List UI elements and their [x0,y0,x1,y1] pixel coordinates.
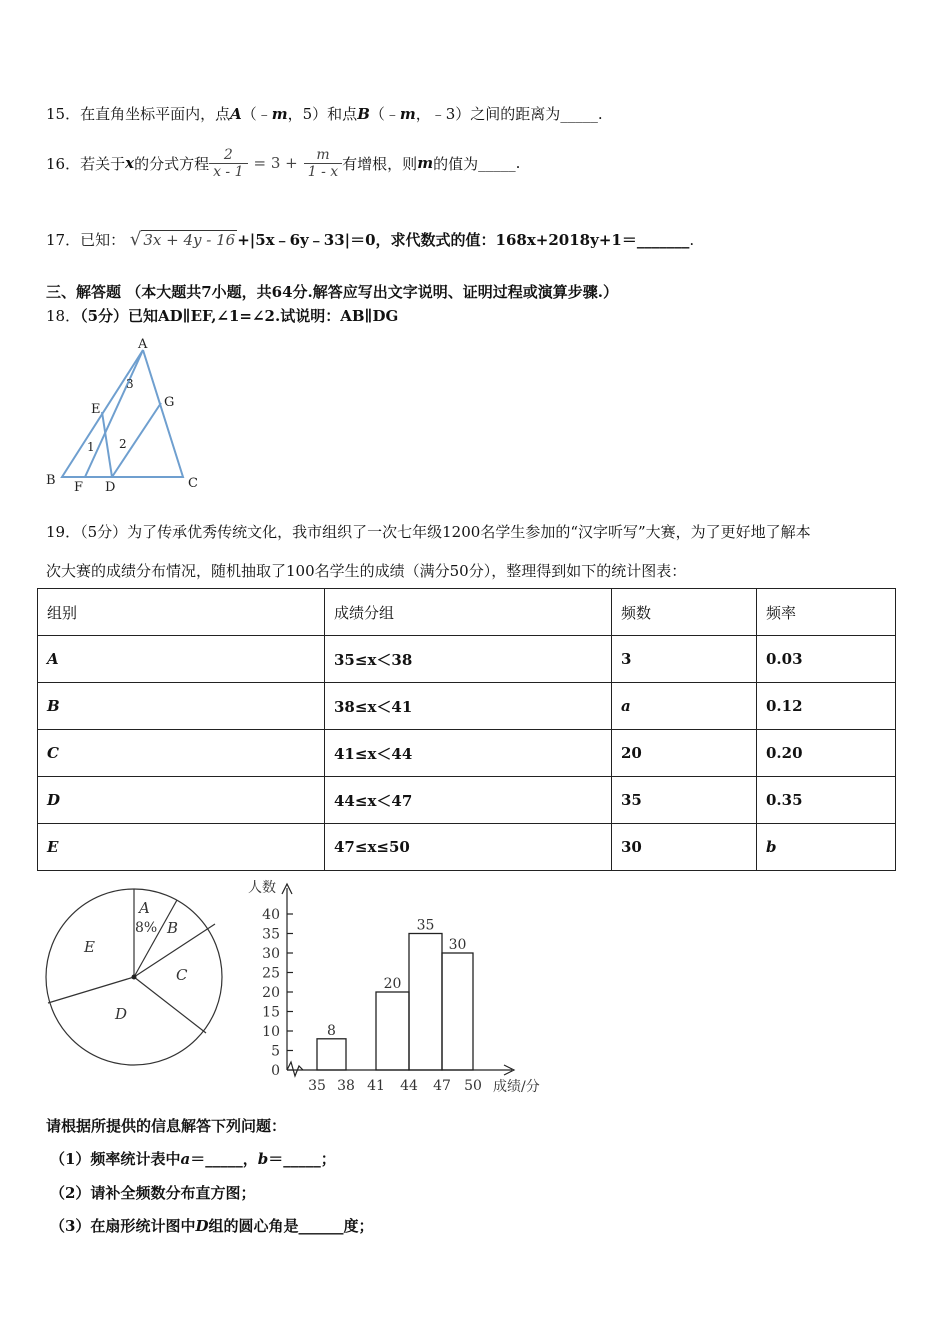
table-header-cell: 组别 [38,589,325,636]
q19-1-var-b: b [257,1150,269,1168]
pie-center [132,975,137,980]
table-cell: 3 [612,636,757,683]
histogram-bar [409,934,442,1071]
y-axis-title: 人数 [248,880,276,896]
y-tick-label: 10 [262,1024,280,1040]
question-19-line2: 次大赛的成绩分布情况，随机抽取了100名学生的成绩（满分50分），整理得到如下的统计图表： [46,562,687,580]
table-cell: 35 [612,777,757,824]
equation-middle: = 3 + [253,154,298,172]
q17-text: +|5x﹣6y﹣33|＝0，求代数式的值：168x+2018y+1＝ [237,231,637,249]
y-tick-label: 20 [262,985,280,1001]
answer-blank-b[interactable]: _____ [283,1150,321,1168]
q15-var-m: m [271,105,288,123]
table-row [38,683,896,730]
q19-3-var-d: D [195,1217,209,1235]
q19-3-text: 度； [343,1217,374,1235]
q16-text: 的分式方程 [134,154,210,173]
y-tick-label: 5 [271,1043,280,1060]
table-cell: 41≤x＜44 [325,730,612,777]
frequency-table [37,588,896,871]
table-row [38,777,896,824]
triangle-abc [62,350,183,477]
q19-1-text: ＝ [268,1150,284,1168]
q15-var-m: m [399,105,416,123]
q17-text: . [689,231,695,249]
x-tick-label: 44 [400,1078,418,1094]
label-e: E [91,402,101,417]
q15-number: 15． [46,105,81,123]
fraction-1-numerator: 2 [209,147,247,164]
q15-text: （﹣ [241,105,272,123]
q16-var-m: m [417,154,434,172]
q19-1-text: （1）频率统计表中 [50,1150,181,1168]
table-header-cell: 频率 [757,589,896,636]
table-header-cell: 频数 [612,589,757,636]
bar-value-label: 8 [327,1022,336,1039]
question-19-line1 [46,521,811,542]
q19-3-text: （3）在扇形统计图中 [50,1217,196,1235]
pie-divider-de [48,977,134,1003]
label-c: C [188,476,198,491]
pie-label-a: A [139,899,150,917]
angle-3-label: 3 [126,377,134,391]
section-heading: 三、解答题 （本大题共7小题，共64分.解答应写出文字说明、证明过程或演算步骤.） [46,283,618,301]
table-cell: 0.12 [757,683,896,730]
table-cell: 20 [612,730,757,777]
question-19-1 [50,1148,336,1169]
q19-text: （5分）为了传承优秀传统文化，我市组织了一次七年级1200名学生参加的“汉字听写”大赛，为了更好地了解本 [80,523,811,541]
x-tick-label: 38 [337,1078,355,1094]
table-cell: 30 [612,824,757,871]
q18-text: （5分）已知AD∥EF,∠1=∠2.试说明：AB∥DG [80,307,399,325]
sqrt-expression: 3x + 4y - 16 [143,231,236,249]
pie-label-b: B [167,919,179,937]
q16-text: 的值为 [433,154,479,173]
label-g: G [164,395,175,410]
question-19-2: （2）请补全频数分布直方图； [50,1184,256,1202]
label-a: A [138,337,148,352]
histogram-bar [376,992,409,1070]
q15-text: . [597,105,603,123]
question-19-3 [50,1215,374,1236]
x-tick-label: 35 [308,1078,326,1094]
y-tick-label: 0 [271,1063,280,1079]
histogram-bar [442,953,473,1070]
q15-point-b: B [357,105,370,123]
pie-divider-cd [134,977,206,1033]
question-16 [46,138,520,188]
q19-1-text: ， [242,1150,258,1168]
histogram-chart [240,876,570,1101]
table-cell: D [38,777,325,824]
table-row [38,636,896,683]
q16-var-x: x [125,154,135,172]
pie-label-c: C [176,966,188,984]
answer-blank-d[interactable]: ______ [298,1217,344,1235]
axis-break [287,1062,303,1076]
pie-chart [40,886,230,1076]
sqrt-sign: √ [129,229,142,250]
q15-text: ，﹣3）之间的距离为 [415,105,561,123]
q19-1-text: ； [320,1150,336,1168]
answer-blank[interactable]: _____ [478,154,516,172]
x-tick-label: 41 [367,1078,385,1094]
answer-blank[interactable]: _______ [636,231,690,249]
fraction-2 [304,147,342,180]
table-cell: 38≤x＜41 [325,683,612,730]
q19-3-text: 组的圆心角是 [208,1217,299,1235]
pie-label-a-percent: 8% [135,920,158,936]
table-cell: a [612,683,757,730]
question-17 [46,229,694,250]
q19-1-var-a: a [180,1150,191,1168]
fraction-1-denominator: x - 1 [213,163,244,180]
q17-text: 已知： [80,231,126,249]
table-header-row [38,589,896,636]
y-tick-label: 35 [262,926,280,943]
x-tick-label: 50 [464,1078,482,1094]
table-cell: A [38,636,325,683]
table-cell: C [38,730,325,777]
pie-label-d: D [115,1005,128,1023]
fraction-2-numerator: m [304,147,342,164]
question-15 [46,103,603,124]
answer-blank[interactable]: _____ [560,105,598,123]
table-cell: 44≤x＜47 [325,777,612,824]
q16-text: 有增根，则 [342,154,418,173]
table-cell: 0.35 [757,777,896,824]
table-row [38,730,896,777]
questions-intro: 请根据所提供的信息解答下列问题： [46,1117,287,1135]
fraction-1 [209,147,247,180]
table-row [38,824,896,871]
bar-value-label: 35 [416,917,435,934]
table-cell: 47≤x≤50 [325,824,612,871]
table-cell: 0.20 [757,730,896,777]
table-header-cell: 成绩分组 [325,589,612,636]
q16-number: 16． [46,154,81,173]
q15-text: （﹣ [369,105,400,123]
y-tick-label: 40 [262,907,280,923]
answer-blank-a[interactable]: _____ [205,1150,243,1168]
angle-2-label: 2 [119,437,127,451]
q18-number: 18． [46,307,81,325]
table-cell: B [38,683,325,730]
table-cell: 35≤x＜38 [325,636,612,683]
label-d: D [105,480,116,495]
q19-1-text: ＝ [190,1150,206,1168]
label-f: F [74,480,84,495]
y-tick-label: 15 [262,1004,280,1021]
fraction-2-denominator: 1 - x [307,163,339,180]
y-tick-label: 30 [262,946,280,962]
triangle-figure [40,333,220,498]
q17-number: 17． [46,231,81,249]
q19-number: 19． [46,523,81,541]
y-tick-label: 25 [262,965,280,982]
x-tick-label: 47 [433,1078,451,1094]
pie-label-e: E [84,938,95,956]
question-18 [46,305,398,326]
label-b: B [46,473,56,488]
table-cell: b [757,824,896,871]
q15-text: ，5）和点 [287,105,358,123]
q16-text: . [515,154,521,172]
angle-1-label: 1 [87,440,95,454]
bar-value-label: 30 [448,937,467,953]
q15-text: 在直角坐标平面内，点 [80,105,231,123]
table-cell: E [38,824,325,871]
table-cell: 0.03 [757,636,896,683]
q15-point-a: A [230,105,242,123]
bar-value-label: 20 [383,976,402,992]
x-axis-title: 成绩/分 [493,1079,540,1095]
histogram-bar [317,1039,346,1070]
q16-text: 若关于 [80,154,126,173]
